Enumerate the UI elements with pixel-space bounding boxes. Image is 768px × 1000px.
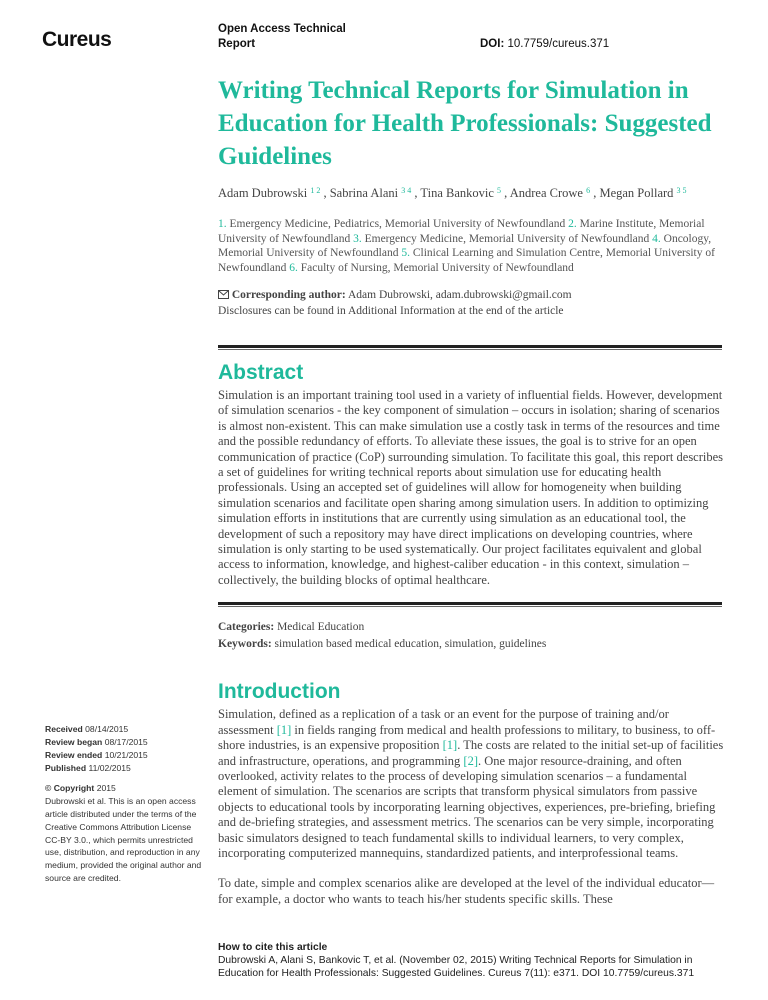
article-type: Open Access Technical Report [218,23,346,50]
citation-link[interactable]: [1] [276,722,292,737]
affiliation-text: Marine Institute, Memorial University of Newfoundland [218,218,705,245]
keywords: simulation based medical education, simulation, guidelines [274,638,547,651]
cite-heading: How to cite this article [218,942,328,954]
divider [218,345,722,350]
copyright-label: © Copyright [45,783,95,794]
abstract-text: Simulation is an important training tool used in a variety of influential fields. However, development of simulation scenarios - the key component of simulation – occurs in isolation; sharing of scenarios is almost non-existent. This can make simulation use a costly task in terms of the resources and time and the possible redundancy of efforts. To alleviate these issues, the goal is to strive for an open communication of practice (CoP) surrounding simulation. To facilitate this goal, this report describes a set of guidelines for writing technical reports about simulation use for educating health professionals. Using an accepted set of guidelines will allow for homogeneity when building simulation scenarios and facilitate open sharing among simulation users. In addition to optimizing simulation efforts in institutions that are currently using simulation as an educational tool, the development of such a repository may have direct implications on developing countries, where simulation is only starting to be used systematically. Our project facilitates equivalent and global access to information, knowledge, and highest-caliber education - in this context, simulation – collectively, the building blocks of optimal healthcare. [218,388,724,587]
affiliation-text: Emergency Medicine, Memorial University of Newfoundland [364,232,650,245]
author-affiliation-ref[interactable]: 3 4 [401,186,412,195]
text-run: Simulation, defined as a replication of a task or an event for the purpose of training and/or assessment [218,707,669,737]
correspondence [218,287,724,319]
date-label: Published [45,762,87,773]
affiliation-number: 5. [401,247,410,259]
author-list: Adam Dubrowski $^{1 2}$ , Sabrina Alani $^{3 4}$ , Tina Bankovic $^5$ , Andrea Crowe $^6$ , Megan Pollard $^{3 5}$ [218,186,687,200]
date-label: Received [45,724,83,735]
corresponding-author[interactable]: Adam Dubrowski, adam.dubrowski@gmail.com [347,289,572,301]
date-row [45,762,205,775]
disclosures-note: Disclosures can be found in Additional Information at the end of the article [218,305,564,317]
affiliation-text: Oncology, Memorial University of Newfoundland [218,232,712,259]
citation-link[interactable]: [2] [463,753,478,768]
corresponding-author-label: Corresponding author: [231,289,346,301]
date-label: Review began [45,737,103,748]
affiliation-text: Faculty of Nursing, Memorial University of Newfoundland [300,261,574,274]
citation-link[interactable]: [1] [442,738,458,753]
date-row [45,749,205,762]
author-affiliation-ref[interactable]: 5 [497,186,502,195]
introduction-paragraph: To date, simple and complex scenarios alike are developed at the level of the individual educator—for example, a doctor who wants to teach his/her students specific skills. These [218,876,715,906]
article-title: Writing Technical Reports for Simulation in Education for Health Professionals: Suggested Guidelines [218,77,712,170]
date-value: 10/21/2015 [104,749,148,760]
date-row [45,736,205,749]
affiliation-number: 4. [652,232,661,245]
main-column [45,0,724,1000]
affiliation-text: Clinical Learning and Simulation Centre, Memorial University of Newfoundland [218,247,715,274]
author-affiliation-ref[interactable]: 6 [586,186,591,195]
doi-value[interactable]: 10.7759/cureus.371 [507,38,610,50]
introduction-section [45,679,724,907]
citation-box [218,941,738,980]
affiliations [218,217,724,275]
author-name[interactable]: Andrea Crowe [509,186,583,200]
introduction-heading: Introduction [218,680,341,704]
article-dates [45,723,205,774]
author-name[interactable]: Tina Bankovic [420,186,494,200]
article-meta [218,619,724,653]
abstract-heading: Abstract [218,361,304,384]
date-label: Review ended [45,749,103,760]
cureus-logo[interactable]: Cureus [42,28,112,51]
author-name[interactable]: Sabrina Alani [329,186,399,200]
divider [218,602,722,607]
text-run: . The costs are related to the initial set-up of facilities and infrastructure, operations, and programming [218,738,724,768]
categories: Medical Education [277,621,365,634]
date-value: 08/17/2015 [104,737,148,748]
affiliation-number: 3. [353,232,362,245]
author-name[interactable]: Adam Dubrowski [218,186,308,200]
author-name[interactable]: Megan Pollard [599,186,674,200]
cite-text: Dubrowski A, Alani S, Bankovic T, et al. (November 02, 2015) Writing Technical Reports for Simulation in Education for Health Professionals: Suggested Guidelines. Cureus 7(11): e371. DOI 10.7759/cureus.371 [218,955,695,980]
introduction-paragraph [218,707,724,861]
article-sidebar [45,723,205,885]
keywords-label: Keywords: [218,638,272,651]
author-affiliation-ref[interactable]: 1 2 [310,186,321,195]
doi-label: DOI: [480,38,505,50]
copyright-year: 2015 [96,783,116,794]
date-value: 08/14/2015 [85,724,129,735]
affiliation-number: 6. [289,261,298,274]
affiliation-number: 2. [568,218,577,230]
text-run: . One major resource-draining, and often overlooked, activity relates to the process of developing simulation scenarios – a fundamental element of simulation. The scenarios are scripts that transform physical simulators from passive objects to educational tools by incorporating learning objectives, experiences, pre-briefing, briefing and de-briefing strategies, and assessment metrics. The scenarios can be very simple, incorporating basic simulators designed to teach fundamental skills to individual learners, to very complex, incorporating computerized mannequins, standardized patients, and interprofessional teams. [218,753,716,860]
author-affiliation-ref[interactable]: 3 5 [676,186,687,195]
date-value: 11/02/2015 [88,762,131,773]
date-row [45,723,205,736]
envelope-icon [218,290,229,299]
license-text: Dubrowski et al. This is an open access article distributed under the terms of the Creative Commons Attribution License CC-BY 3.0., which permits unrestricted use, distribution, and reproduction in any medium, provided the original author and source are credited. [45,796,202,884]
affiliation-text: Emergency Medicine, Pediatrics, Memorial University of Newfoundland [229,218,566,230]
affiliation-number: 1. [218,218,227,230]
categories-label: Categories: [218,621,275,634]
text-run: in fields ranging from medical and health professions to military, to business, to off-shore industries, is an expensive proposition [218,722,716,753]
